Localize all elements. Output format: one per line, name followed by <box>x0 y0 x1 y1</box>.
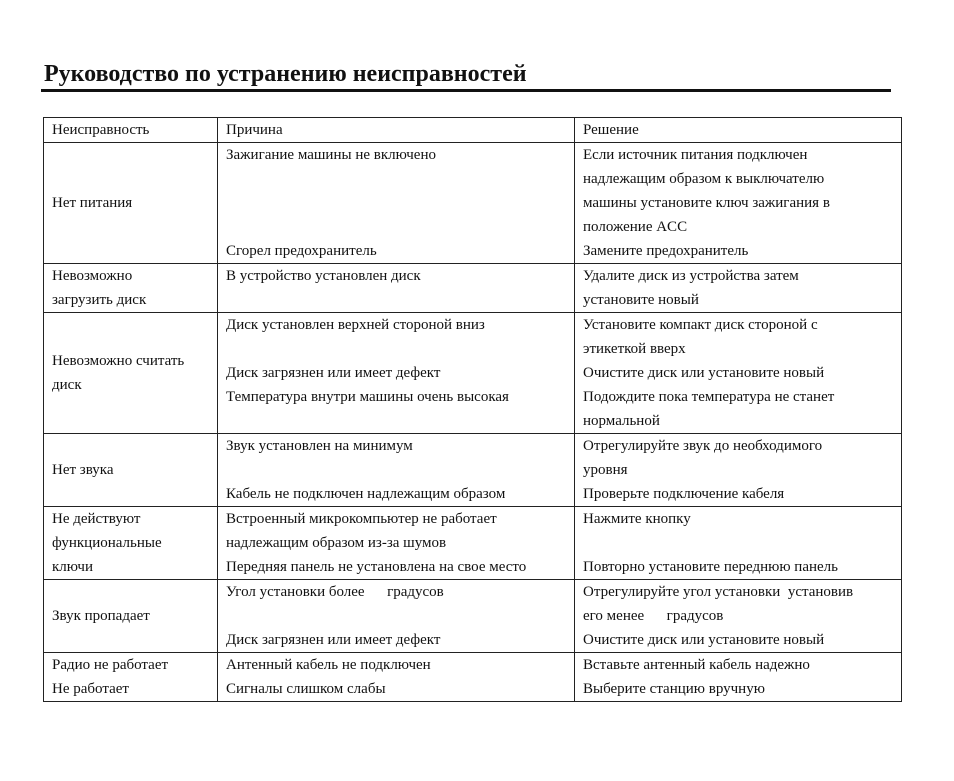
solution-text: Если источник питания подключен <box>583 147 808 163</box>
solution-text: положение ACC <box>583 219 688 235</box>
cause-text: Диск установлен верхней стороной вниз <box>226 317 485 333</box>
solution-text: Очистите диск или установите новый <box>583 365 825 381</box>
fault-text: ключи <box>52 559 93 575</box>
solution-text: установите новый <box>583 292 699 308</box>
fault-text: Невозможно считать <box>52 353 185 369</box>
solution-text: нормальной <box>583 413 660 429</box>
cause-text: Диск загрязнен или имеет дефект <box>226 632 441 648</box>
solution-cell <box>575 653 902 702</box>
solution-text: Проверьте подключение кабеля <box>583 486 785 502</box>
table-row <box>44 313 902 434</box>
solution-cell <box>575 434 902 507</box>
header-fault: Неисправность <box>44 118 218 143</box>
solution-text: машины установите ключ зажигания в <box>583 195 830 211</box>
cause-cell <box>218 143 575 264</box>
solution-text: Отрегулируйте звук до необходимого <box>583 438 823 454</box>
table-row <box>44 264 902 313</box>
cause-text: В устройство установлен диск <box>226 268 421 284</box>
cause-text: Зажигание машины не включено <box>226 147 436 163</box>
fault-text: Нет звука <box>52 462 114 478</box>
cause-text: Кабель не подключен надлежащим образом <box>226 486 506 502</box>
table-row <box>44 580 902 653</box>
cause-cell <box>218 264 575 313</box>
fault-text: функциональные <box>52 535 162 551</box>
solution-cell <box>575 264 902 313</box>
fault-text: загрузить диск <box>52 292 147 308</box>
table-row <box>44 653 902 702</box>
cause-text: Передняя панель не установлена на свое место <box>226 559 527 575</box>
table-row <box>44 507 902 580</box>
table-row <box>44 434 902 507</box>
cause-text: Угол установки более градусов <box>226 584 444 600</box>
solution-text: этикеткой вверх <box>583 341 686 357</box>
cause-text: Звук установлен на минимум <box>226 438 413 454</box>
fault-cell <box>44 507 218 580</box>
troubleshooting-table <box>43 117 902 702</box>
solution-cell <box>575 580 902 653</box>
cause-text: Диск загрязнен или имеет дефект <box>226 365 441 381</box>
cause-cell <box>218 653 575 702</box>
fault-cell <box>44 653 218 702</box>
header-cause: Причина <box>218 118 575 143</box>
page-title: Руководство по устранению неисправностей <box>44 61 527 87</box>
fault-text: Не действуют <box>52 511 141 527</box>
fault-cell <box>44 313 218 434</box>
cause-text: надлежащим образом из-за шумов <box>226 535 447 551</box>
header-solution: Решение <box>575 118 902 143</box>
cause-text: Сигналы слишком слабы <box>226 681 386 697</box>
cause-text: Антенный кабель не подключен <box>226 657 431 673</box>
solution-cell <box>575 143 902 264</box>
solution-text: Вставьте антенный кабель надежно <box>583 657 810 673</box>
cause-cell <box>218 507 575 580</box>
fault-text: Не работает <box>52 681 129 697</box>
fault-cell <box>44 580 218 653</box>
solution-cell <box>575 313 902 434</box>
solution-text: уровня <box>583 462 628 478</box>
solution-text: его менее градусов <box>583 608 724 624</box>
solution-text: Удалите диск из устройства затем <box>583 268 799 284</box>
table-row <box>44 143 902 264</box>
title-underline <box>41 89 891 92</box>
cause-text: Сгорел предохранитель <box>226 243 377 259</box>
solution-text: Установите компакт диск стороной с <box>583 317 818 333</box>
solution-text: Выберите станцию вручную <box>583 681 765 697</box>
solution-text: Отрегулируйте угол установки установив <box>583 584 854 600</box>
cause-text: Встроенный микрокомпьютер не работает <box>226 511 497 527</box>
solution-text: надлежащим образом к выключателю <box>583 171 825 187</box>
fault-text: Нет питания <box>52 195 133 211</box>
solution-cell <box>575 507 902 580</box>
table-header-row <box>44 118 902 143</box>
fault-text: Радио не работает <box>52 657 169 673</box>
fault-text: Невозможно <box>52 268 133 284</box>
solution-text: Повторно установите переднюю панель <box>583 559 838 575</box>
cause-text: Температура внутри машины очень высокая <box>226 389 509 405</box>
solution-text: Нажмите кнопку <box>583 511 691 527</box>
solution-text: Замените предохранитель <box>583 243 749 259</box>
cause-cell <box>218 580 575 653</box>
solution-text: Очистите диск или установите новый <box>583 632 825 648</box>
fault-cell <box>44 143 218 264</box>
fault-text: Звук пропадает <box>52 608 150 624</box>
solution-text: Подождите пока температура не станет <box>583 389 835 405</box>
cause-cell <box>218 313 575 434</box>
fault-cell <box>44 434 218 507</box>
fault-text: диск <box>52 377 82 393</box>
fault-cell <box>44 264 218 313</box>
cause-cell <box>218 434 575 507</box>
